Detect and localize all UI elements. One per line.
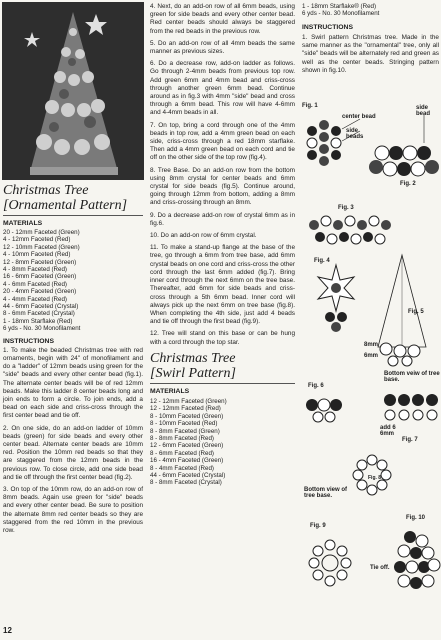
fig5-label: Fig. 5 — [408, 309, 424, 315]
right-column — [302, 3, 439, 79]
tree-photo — [2, 2, 144, 180]
materials-list — [3, 229, 143, 333]
instruction-10: 10. Do an add-on row of 6mm crystal. — [150, 232, 257, 240]
material-item: 8 - 8mm Faceted (Crystal) — [150, 479, 222, 487]
material-item: 1 - 18mm Starflake® (Red) — [302, 3, 377, 10]
title-ornamental-line2: [Ornamental Pattern] — [3, 198, 128, 213]
material-item: 12 - 8mm Faceted (Green) — [3, 258, 77, 266]
instruction-8: 8. Tree Base. Do an add-on row from the bottom using 8mm crystal for center beads and 6mm crystal for side beads (fig.5). Continue around, going through 12mm from bottom, adding a 8mm and criss-crossing through an 8mm. — [150, 166, 295, 207]
material-item: 4 - 4mm Faceted (Red) — [3, 295, 67, 303]
instruction-12: 12. Tree will stand on this base or can be hung with a cord through the top star. — [150, 330, 295, 346]
material-item: 12 - 12mm Faceted (Red) — [150, 405, 221, 413]
instruction-2: 2. On one side, do an add-on ladder of 10mm beads (green) for side beads and every other center bead. Alternate center beads are 10mm red. Position the 10mm red beads so that they are staggered from the 12mm beads in the previous row. To close circle, add one side bead and tie off through the first center bead (fig.2). — [3, 424, 143, 481]
fig7-label: Fig. 7 — [402, 437, 418, 443]
material-item: 12 - 6mm Faceted (Green) — [150, 442, 224, 450]
material-item: 12 - 12mm Faceted (Green) — [150, 397, 227, 405]
materials-heading: MATERIALS — [3, 220, 43, 227]
fig3-label: Fig. 3 — [338, 205, 354, 211]
fig7-diagram — [384, 394, 438, 420]
instruction-9: 9. Do a decrease add-on row of crystal 6mm as in fig.6. — [150, 211, 295, 227]
instructions-heading: INSTRUCTIONS — [3, 337, 54, 345]
fig10-label: Fig. 10 — [406, 515, 426, 521]
figures-panel — [300, 95, 441, 640]
material-item: 44 - 6mm Faceted (Crystal) — [150, 471, 226, 479]
material-item: 8 - 8mm Faceted (Green) — [150, 427, 220, 435]
materials-heading: MATERIALS — [150, 387, 190, 395]
material-item: 20 - 12mm Faceted (Green) — [3, 229, 80, 236]
instruction-7: 7. On top, bring a cord through one of the 4mm beads in top row, add a 4mm green bead on each side, criss-cross through a red 18mm starflake. Then add a 4mm green bead on each cord and tie off on the other side of the top row (fig.4). — [150, 121, 295, 162]
material-item: 20 - 4mm Faceted (Green) — [3, 288, 77, 296]
add-6mm-label: add 6 6mm — [380, 425, 396, 437]
fig2-diagram — [369, 115, 439, 176]
middle-column — [150, 3, 295, 487]
instruction-1: 1. To make the beaded Christmas tree with red ornaments, begin with 24" of monofilament and do a "ladder" of 12mm beads using green for the "side" beads and every other center bead (fig.1). The alternate center beads will be of red 12mm beads. Make this ladder 8 center beads long and join ends to form a circle. To join ends, add a bead on each side and criss-cross through the first center bead and tie off. — [3, 346, 143, 420]
center-bead-label: center bead — [342, 114, 376, 120]
page-number: 12 — [3, 626, 12, 635]
instruction-11: 11. To make a stand-up flange at the base of the tree, go through a 6mm from tree base, add 6mm crystal beads on one cord and criss-cross the other cord through the last 6mm added (fig.7). Bring inner cord through the next 6mm on the tree base. Thereafter, add 6mm for side beads and criss-cross through a 5th 6mm bead. Inner cord will always pick up the next 6mm on tree base (fig.8). When completing the 4th side, just add 4 beads and tie off through the first bead (fig.9). — [150, 244, 295, 326]
fig6-diagram — [306, 399, 342, 422]
divider — [3, 215, 143, 216]
tie-off-label: Tie off. — [370, 565, 390, 571]
fig1-label: Fig. 1 — [302, 103, 318, 109]
fig9-label: Fig. 9 — [310, 523, 326, 529]
material-item: 12 - 10mm Faceted (Green) — [3, 243, 80, 251]
material-item: 16 - 4mm Faceted (Green) — [150, 457, 224, 465]
instruction-3: 3. On top of the 10mm row, do an add-on row of 8mm beads. Again use green for "side" beads and every other center bead. Be sure to position the alternate 8mm red center beads so they are staggered from the red 10mm in the previous row. — [3, 485, 143, 534]
material-item: 4 - 8mm Faceted (Red) — [3, 266, 67, 274]
fig4-diagram — [318, 265, 354, 332]
fig9-diagram — [309, 540, 351, 586]
materials-list — [150, 398, 295, 487]
instructions-heading: INSTRUCTIONS — [302, 23, 353, 31]
material-item: 8 - 4mm Faceted (Red) — [150, 464, 214, 472]
side-beads-label: side beads — [346, 128, 364, 140]
fig8-label: Fig. 8 — [368, 475, 382, 481]
material-item: 8 - 6mm Faceted (Red) — [150, 449, 214, 457]
material-item: 4 - 12mm Faceted (Red) — [3, 236, 71, 244]
bottom-view-label: Bottom veiw of tree base. — [384, 371, 440, 383]
fig3-diagram — [309, 216, 391, 244]
material-item: 8 - 6mm Faceted (Crystal) — [3, 310, 75, 318]
fig2-label: Fig. 2 — [400, 181, 416, 187]
material-item: 16 - 6mm Faceted (Green) — [3, 273, 77, 281]
side-bead-label: side bead — [416, 105, 431, 117]
bottom-view2-label: Bottom view of tree base. — [304, 487, 347, 499]
material-item: 4 - 6mm Faceted (Red) — [3, 280, 67, 288]
fig1-diagram — [307, 119, 360, 166]
divider — [150, 383, 295, 384]
fig6-label: Fig. 6 — [308, 383, 324, 389]
instruction-6: 6. Do a decrease row, add-on ladder as follows. Go through 2-4mm beads from previous top row. Add green 6mm and 4mm bead and criss-cross through another green 6mm bead. Continue around as in fig.3 with 4mm "side" bead and cross through a 6mm bead. This row will have 4-6mm and 4-4mm beads in all. — [150, 60, 295, 117]
material-item: 44 - 6mm Faceted (Crystal) — [3, 303, 79, 311]
material-item: 8 - 8mm Faceted (Red) — [150, 434, 214, 442]
material-item: 1 - 18mm Starflake (Red) — [3, 317, 73, 325]
material-item: 8 - 10mm Faceted (Green) — [150, 412, 224, 420]
instruction-4: 4. Next, do an add-on row of all 6mm beads, using green for side beads and every other center bead. Red center beads should always be staggered from the red beads in the previous row. — [150, 3, 295, 35]
title-ornamental-line1: Christmas Tree — [3, 183, 89, 198]
material-item: 4 - 10mm Faceted (Red) — [3, 251, 71, 259]
material-item: 8 - 10mm Faceted (Red) — [150, 420, 218, 428]
left-column — [3, 183, 143, 539]
instruction-swirl-1: 1. Swirl pattern Christmas tree. Made in the same manner as the "ornamental" tree, only all "side" beads will be alternately red and green as well as the center beads. Stringing pattern shown in fig.10. — [302, 34, 439, 74]
fig10-diagram — [394, 531, 440, 589]
title-swirl-line2: [Swirl Pattern] — [150, 365, 236, 381]
material-item: 6 yds - No. 30 Monofilament — [302, 10, 380, 18]
instruction-5: 5. Do an add-on row of all 4mm beads the same manner as previous sizes. — [150, 39, 295, 56]
label-6mm: 6mm — [364, 353, 379, 359]
title-swirl-line1: Christmas Tree — [150, 350, 236, 366]
fig4-label: Fig. 4 — [314, 258, 330, 264]
label-8mm: 8mm — [364, 342, 379, 348]
material-item: 6 yds - No. 30 Monofilament — [3, 325, 81, 333]
